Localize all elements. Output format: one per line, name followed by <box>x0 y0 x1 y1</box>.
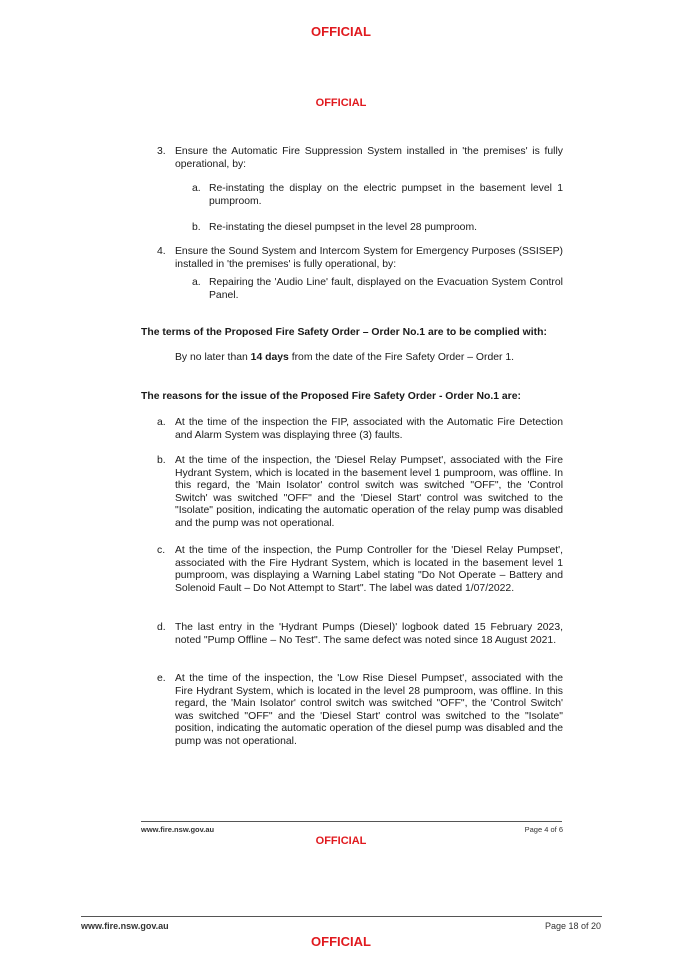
item-4a-letter: a. <box>192 277 201 288</box>
item-4-text: Ensure the Sound System and Intercom System for Emergency Purposes (SSISEP) installed in 'the premises' is fully operational, by: <box>175 246 563 270</box>
item-3-text: Ensure the Automatic Fire Suppression System installed in 'the premises' is fully operational, by: <box>175 146 563 170</box>
inner-footer-url: www.fire.nsw.gov.au <box>141 825 215 834</box>
reason-d-letter: d. <box>157 622 166 633</box>
outer-classification-bottom: OFFICIAL <box>311 934 371 949</box>
outer-footer-rule <box>81 916 602 917</box>
item-4a-text: Repairing the 'Audio Line' fault, displayed on the Evacuation System Control Panel. <box>209 277 563 301</box>
reason-a-letter: a. <box>157 417 166 428</box>
item-4-number: 4. <box>157 246 166 257</box>
reasons-heading: The reasons for the issue of the Proposed Fire Safety Order - Order No.1 are: <box>141 391 521 402</box>
inner-footer-rule <box>141 821 562 822</box>
outer-classification-top: OFFICIAL <box>311 24 371 39</box>
outer-footer-page-number: Page 18 of 20 <box>544 921 601 931</box>
reason-d-text: The last entry in the 'Hydrant Pumps (Diesel)' logbook dated 15 February 2023, noted "Pump Offline – No Test". The same defect was noted since 18 August 2021. <box>175 622 563 646</box>
outer-footer-url: www.fire.nsw.gov.au <box>81 921 169 931</box>
reason-e-text: At the time of the inspection, the 'Low Rise Diesel Pumpset', associated with the Fire Hydrant System, which is located in the level 28 pumproom, was offline. In this regard, the 'Main Isolator' control switch was switched "OFF", the 'Control Switch' was switched "OFF" and the 'Diesel Start' control was switched to the "Isolate" position, indicating the automatic operation of the diesel pump was disabled and the pump was not operational. <box>175 673 563 747</box>
item-3b-text: Re-instating the diesel pumpset in the level 28 pumproom. <box>209 222 477 233</box>
inner-footer-page-number: Page 4 of 6 <box>524 825 563 834</box>
terms-line-days: 14 days <box>250 352 289 363</box>
terms-line <box>175 352 563 365</box>
inner-classification-top: OFFICIAL <box>315 97 367 109</box>
terms-line-prefix: By no later than <box>175 352 251 363</box>
item-3a-letter: a. <box>192 183 201 194</box>
reason-c-letter: c. <box>157 545 166 556</box>
item-3b-letter: b. <box>192 222 201 233</box>
reason-b-text: At the time of the inspection, the 'Diesel Relay Pumpset', associated with the Fire Hydrant System, which is located in the basement level 1 pumproom, was offline. In this regard, the 'Main Isolator' control switch was switched "OFF", the 'Control Switch' was switched "OFF" and the 'Diesel Start' control was switched to the "Isolate" position, indicating the automatic operation of the relay pump was disabled and the pump was not operational. <box>175 455 563 529</box>
reason-c-text: At the time of the inspection, the Pump Controller for the 'Diesel Relay Pumpset', associated with the Fire Hydrant System, which is located in the basement level 1 pumproom, was displaying a Warning Label stating "Do Not Operate – Battery and Solenoid Fault – Do Not Attempt to Start". The label was dated 1/07/2022. <box>175 545 563 594</box>
item-3a-text: Re-instating the display on the electric pumpset in the basement level 1 pumproom. <box>209 183 563 207</box>
item-3-number: 3. <box>157 146 166 157</box>
reason-b-letter: b. <box>157 455 166 466</box>
terms-line-suffix: from the date of the Fire Safety Order – Order 1. <box>288 352 515 363</box>
reason-e-letter: e. <box>157 673 166 684</box>
inner-classification-bottom: OFFICIAL <box>315 835 367 847</box>
reason-a-text: At the time of the inspection the FIP, associated with the Automatic Fire Detection and Alarm System was displaying three (3) faults. <box>175 417 563 441</box>
terms-heading: The terms of the Proposed Fire Safety Order – Order No.1 are to be complied with: <box>141 327 547 338</box>
